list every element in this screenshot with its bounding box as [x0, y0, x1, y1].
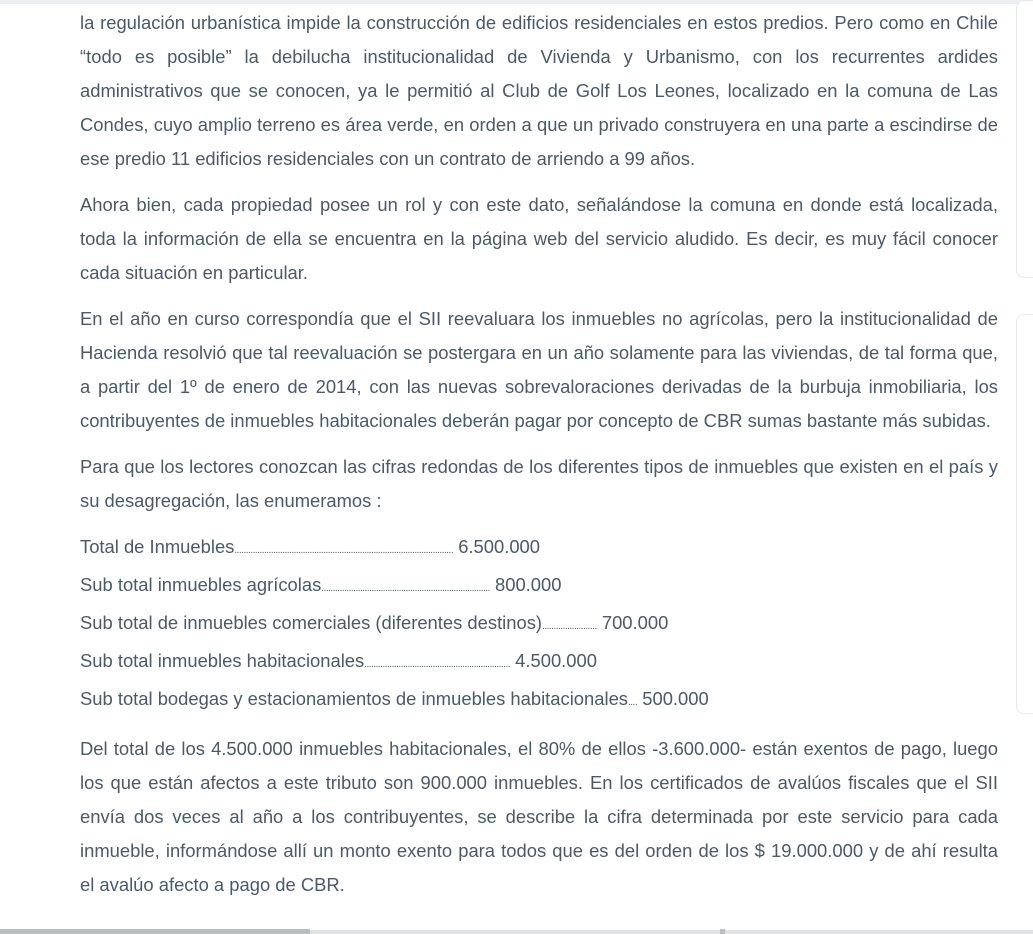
list-item-leader: ................................................................	[364, 659, 511, 670]
list-item-value: 4.500.000	[510, 650, 597, 671]
list-item-label: Sub total bodegas y estacionamientos de inmuebles habitacionales	[80, 688, 628, 709]
list-item	[80, 606, 998, 644]
scrollbar-marker	[720, 929, 725, 934]
property-totals-list	[80, 530, 998, 720]
list-item	[80, 682, 998, 720]
list-item-label: Sub total de inmuebles comerciales (diferentes destinos)	[80, 612, 543, 633]
list-item-label: Sub total inmuebles habitacionales	[80, 650, 365, 671]
paragraph-exentos: Del total de los 4.500.000 inmuebles habitacionales, el 80% de ellos -3.600.000- están exentos de pago, luego los que están afectos a este tributo son 900.000 inmuebles. En los certificados de avalúos fiscales que el SII envía dos veces al año a los contribuyentes, se describe la cifra determinada por este servicio para cada inmueble, informándose allí un monto exento para todos que es del orden de los $ 19.000.000 y de ahí resulta el avalúo afecto a pago de CBR.	[80, 738, 998, 895]
article-body	[80, 6, 998, 914]
paragraph-reevaluacion: En el año en curso correspondía que el SII reevaluara los inmuebles no agrícolas, pero la institucionalidad de Hacienda resolvió que tal reevaluación se postergara en un año solamente para las viviendas, de tal forma que, a partir del 1º de enero de 2014, con las nuevas sobrevaloraciones derivadas de la burbuja inmobiliaria, los contribuyentes de inmuebles habitacionales deberán pagar por concepto de CBR sumas bastante más subidas.	[80, 308, 998, 431]
paragraph-rol-propiedad: Ahora bien, cada propiedad posee un rol y con este dato, señalándose la comuna en donde está localizada, toda la información de ella se encuentra en la página web del servicio aludido. Es decir, es muy fácil conocer cada situación en particular.	[80, 194, 998, 283]
list-item-leader: ....	[628, 697, 638, 708]
list-item-value: 700.000	[596, 612, 669, 633]
paragraph-cifras-intro: Para que los lectores conozcan las cifras redondas de los diferentes tipos de inmuebles que existen en el país y su desagregación, las enumeramos :	[80, 456, 998, 511]
list-item-label: Total de Inmuebles	[80, 536, 235, 557]
list-item-value: 800.000	[489, 574, 562, 595]
paragraph-regulacion: la regulación urbanística impide la construcción de edificios residenciales en estos predios. Pero como en Chile “todo es posible” la debilucha institucionalidad de Vivienda y Urbanismo, con los recurrentes ardides administrativos que se conocen, ya le permitió al Club de Golf Los Leones, localizado en la comuna de Las Condes, cuyo amplio terreno es área verde, en orden a que un privado construyera en una parte a escindirse de ese predio 11 edificios residenciales con un contrato de arriendo a 99 años.	[80, 12, 998, 169]
list-item	[80, 530, 998, 568]
top-scroll-edge	[0, 0, 1033, 4]
list-item	[80, 568, 998, 606]
scrollbar-segment[interactable]	[0, 929, 310, 934]
side-panel-tab-top[interactable]	[1016, 0, 1033, 278]
list-item-label: Sub total inmuebles agrícolas	[80, 574, 322, 595]
side-panel-tab-bottom[interactable]	[1016, 314, 1033, 714]
list-item-leader: ..........................................................................	[321, 583, 490, 594]
list-item-value: 500.000	[637, 688, 709, 709]
list-item-leader: ................................................................................................	[234, 545, 454, 556]
list-item-value: 6.500.000	[453, 536, 541, 557]
list-item-leader: ........................	[542, 621, 597, 632]
list-item	[80, 644, 998, 682]
horizontal-scrollbar[interactable]	[0, 930, 1033, 934]
